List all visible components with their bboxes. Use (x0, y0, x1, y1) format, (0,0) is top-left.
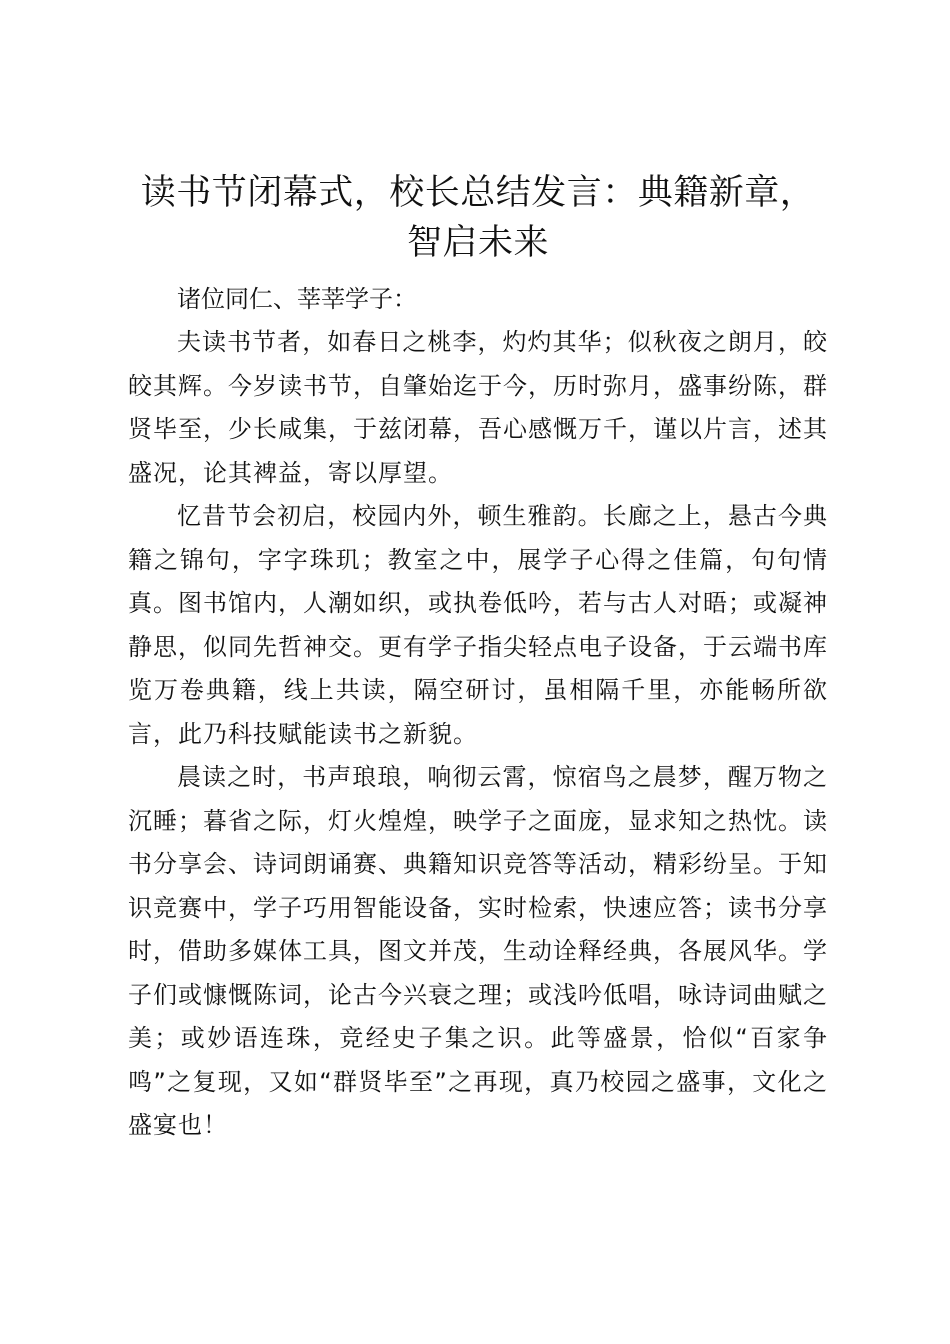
document-body (128, 168, 828, 1148)
paragraph-2: 忆昔节会初启，校园内外，顿生雅韵。长廊之上，悬古今典籍之锦句，字字珠玑；教室之中，展学子心得之佳篇，句句情真。图书馆内，人潮如织，或执卷低吟，若与古人对晤；或凝神静思，似同先哲神交。更有学子指尖轻点电子设备，于云端书库览万卷典籍，线上共读，隔空研讨，虽相隔千里，亦能畅所欲言，此乃科技赋能读书之新貌。 (128, 502, 828, 748)
paragraph-3: 晨读之时，书声琅琅，响彻云霄，惊宿鸟之晨梦，醒万物之沉睡；暮省之际，灯火煌煌，映学子之面庞，显求知之热忱。读书分享会、诗词朗诵赛、典籍知识竞答等活动，精彩纷呈。于知识竞赛中，学子巧用智能设备，实时检索，快速应答；读书分享时，借助多媒体工具，图文并茂，生动诠释经典，各展风华。学子们或慷慨陈词，论古今兴衰之理；或浅吟低唱，咏诗词曲赋之美；或妙语连珠，竞经史子集之识。此等盛景，恰似“百家争鸣”之复现，又如“群贤毕至”之再现，真乃校园之盛事，文化之盛宴也！ (128, 763, 828, 1139)
paragraph-1: 夫读书节者，如春日之桃李，灼灼其华；似秋夜之朗月，皎皎其辉。今岁读书节，自肇始迄于今，历时弥月，盛事纷陈，群贤毕至，少长咸集，于兹闭幕，吾心感慨万千，谨以片言，述其盛况，论其裨益，寄以厚望。 (128, 328, 828, 487)
document-title: 读书节闭幕式，校长总结发言：典籍新章，智启未来 (140, 173, 816, 263)
salutation: 诸位同仁、莘莘学子： (177, 285, 417, 313)
